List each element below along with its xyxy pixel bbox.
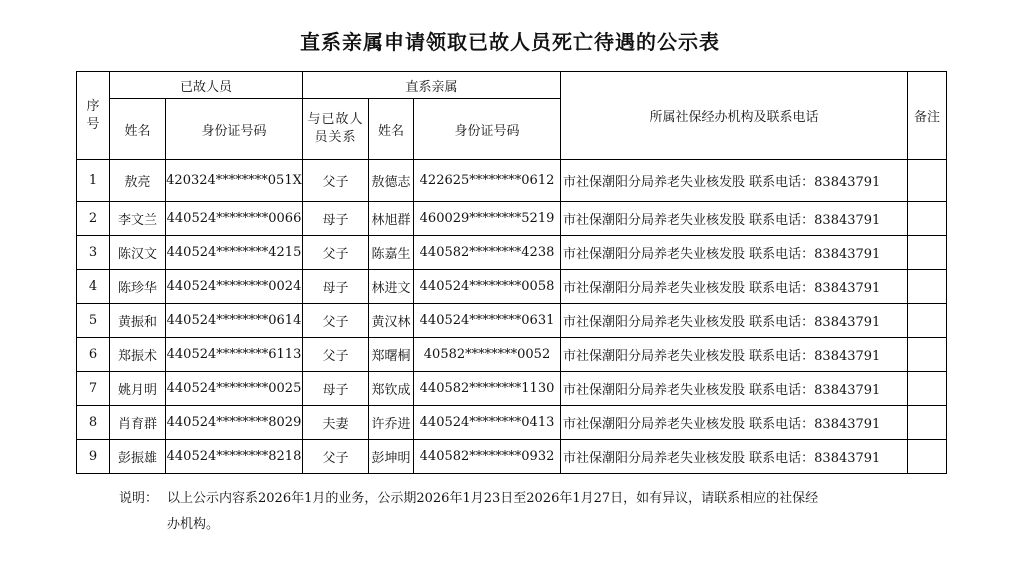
table-row (77, 338, 947, 372)
cell-relative-id: 440582********4238 (414, 236, 561, 270)
cell-relative-id: 40582********0052 (414, 338, 561, 372)
cell-deceased-name: 陈珍华 (110, 270, 166, 304)
cell-deceased-id: 440524********8218 (166, 440, 303, 474)
table-row (77, 372, 947, 406)
cell-deceased-name: 敖亮 (110, 160, 166, 202)
cell-remarks (908, 338, 947, 372)
cell-seq: 3 (77, 236, 110, 270)
cell-agency-contact: 市社保潮阳分局养老失业核发股 联系电话：83843791 (561, 338, 908, 372)
cell-relative-id: 460029********5219 (414, 202, 561, 236)
cell-relative-name: 郑曙桐 (369, 338, 414, 372)
cell-relative-id: 422625********0612 (414, 160, 561, 202)
cell-relation: 母子 (303, 372, 369, 406)
table-row (77, 236, 947, 270)
cell-seq: 2 (77, 202, 110, 236)
cell-relation: 父子 (303, 160, 369, 202)
cell-deceased-id: 440524********0066 (166, 202, 303, 236)
cell-relative-id: 440524********0631 (414, 304, 561, 338)
cell-remarks (908, 160, 947, 202)
table-row (77, 270, 947, 304)
header-relative-name: 姓名 (369, 99, 414, 160)
cell-agency-contact: 市社保潮阳分局养老失业核发股 联系电话：83843791 (561, 236, 908, 270)
cell-seq: 9 (77, 440, 110, 474)
cell-seq: 4 (77, 270, 110, 304)
table-row (77, 202, 947, 236)
cell-agency-contact: 市社保潮阳分局养老失业核发股 联系电话：83843791 (561, 270, 908, 304)
header-deceased-id: 身份证号码 (166, 99, 303, 160)
header-relation: 与已故人员关系 (303, 99, 369, 160)
cell-deceased-id: 440524********8029 (166, 406, 303, 440)
cell-relative-name: 郑钦成 (369, 372, 414, 406)
note (119, 486, 827, 538)
cell-deceased-id: 420324********051X (166, 160, 303, 202)
cell-deceased-name: 李文兰 (110, 202, 166, 236)
cell-remarks (908, 406, 947, 440)
cell-remarks (908, 270, 947, 304)
cell-deceased-name: 彭振雄 (110, 440, 166, 474)
cell-relative-id: 440524********0413 (414, 406, 561, 440)
cell-agency-contact: 市社保潮阳分局养老失业核发股 联系电话：83843791 (561, 406, 908, 440)
cell-relative-name: 陈嘉生 (369, 236, 414, 270)
cell-relative-name: 黄汉林 (369, 304, 414, 338)
cell-deceased-id: 440524********4215 (166, 236, 303, 270)
cell-relation: 父子 (303, 304, 369, 338)
cell-relative-id: 440524********0058 (414, 270, 561, 304)
header-seq: 序号 (77, 72, 110, 160)
cell-deceased-name: 黄振和 (110, 304, 166, 338)
cell-agency-contact: 市社保潮阳分局养老失业核发股 联系电话：83843791 (561, 372, 908, 406)
note-text: 以上公示内容系2026年1月的业务，公示期2026年1月23日至2026年1月27日，如有异议，请联系相应的社保经办机构。 (167, 491, 819, 532)
cell-relation: 父子 (303, 338, 369, 372)
cell-agency-contact: 市社保潮阳分局养老失业核发股 联系电话：83843791 (561, 160, 908, 202)
announcement-table (76, 71, 947, 474)
header-deceased-group: 已故人员 (110, 72, 303, 99)
cell-remarks (908, 440, 947, 474)
header-row-group (77, 72, 947, 99)
table-row (77, 304, 947, 338)
cell-relative-name: 许乔进 (369, 406, 414, 440)
cell-deceased-id: 440524********6113 (166, 338, 303, 372)
cell-deceased-id: 440524********0614 (166, 304, 303, 338)
table-row (77, 160, 947, 202)
cell-agency-contact: 市社保潮阳分局养老失业核发股 联系电话：83843791 (561, 304, 908, 338)
cell-relation: 母子 (303, 202, 369, 236)
note-label: 说明： (119, 491, 159, 506)
cell-remarks (908, 236, 947, 270)
table-row (77, 406, 947, 440)
cell-relation: 父子 (303, 236, 369, 270)
cell-remarks (908, 304, 947, 338)
cell-seq: 6 (77, 338, 110, 372)
cell-relation: 母子 (303, 270, 369, 304)
cell-seq: 8 (77, 406, 110, 440)
cell-deceased-name: 陈汉文 (110, 236, 166, 270)
header-remarks: 备注 (908, 72, 947, 160)
cell-relative-id: 440582********0932 (414, 440, 561, 474)
header-relative-group: 直系亲属 (303, 72, 561, 99)
cell-deceased-name: 郑振术 (110, 338, 166, 372)
cell-relation: 夫妻 (303, 406, 369, 440)
page-title: 直系亲属申请领取已故人员死亡待遇的公示表 (300, 30, 720, 54)
cell-agency-contact: 市社保潮阳分局养老失业核发股 联系电话：83843791 (561, 440, 908, 474)
cell-deceased-name: 肖育群 (110, 406, 166, 440)
cell-seq: 5 (77, 304, 110, 338)
cell-seq: 1 (77, 160, 110, 202)
header-deceased-name: 姓名 (110, 99, 166, 160)
cell-deceased-id: 440524********0024 (166, 270, 303, 304)
table-row (77, 440, 947, 474)
header-agency-contact: 所属社保经办机构及联系电话 (561, 72, 908, 160)
cell-relative-name: 林旭群 (369, 202, 414, 236)
cell-relative-name: 林进文 (369, 270, 414, 304)
cell-relative-name: 彭坤明 (369, 440, 414, 474)
header-relative-id: 身份证号码 (414, 99, 561, 160)
cell-agency-contact: 市社保潮阳分局养老失业核发股 联系电话：83843791 (561, 202, 908, 236)
cell-remarks (908, 372, 947, 406)
cell-remarks (908, 202, 947, 236)
cell-relation: 父子 (303, 440, 369, 474)
cell-deceased-id: 440524********0025 (166, 372, 303, 406)
cell-seq: 7 (77, 372, 110, 406)
cell-deceased-name: 姚月明 (110, 372, 166, 406)
cell-relative-id: 440582********1130 (414, 372, 561, 406)
cell-relative-name: 敖德志 (369, 160, 414, 202)
